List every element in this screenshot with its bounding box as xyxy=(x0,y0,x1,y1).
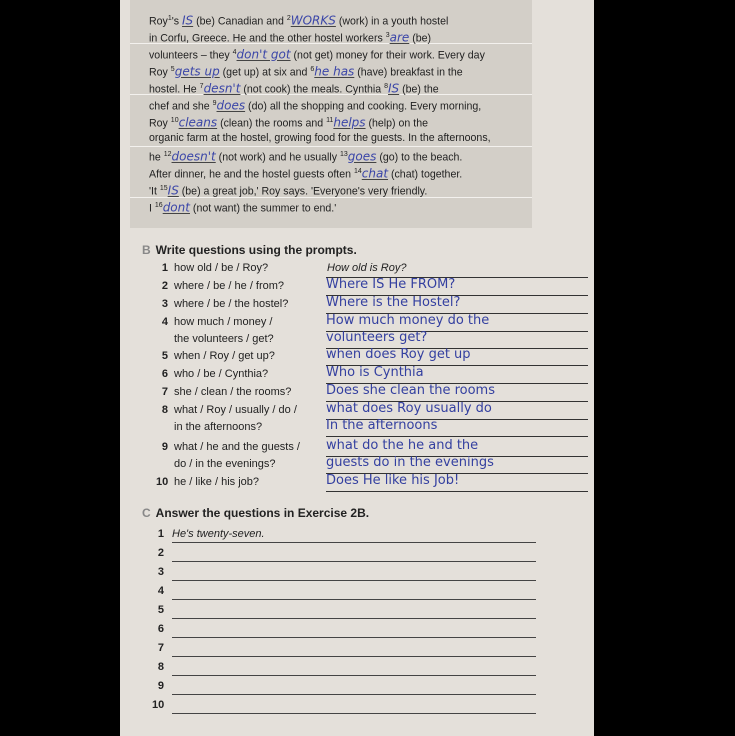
answer-line[interactable] xyxy=(172,637,536,638)
gap-number: 10 xyxy=(170,117,179,124)
gap-number: 14 xyxy=(353,168,362,175)
handwritten-answer: goes xyxy=(347,149,377,164)
handwritten-question: How much money do the xyxy=(326,313,490,328)
gap-number: 13 xyxy=(339,151,348,158)
question-prompt: what / Roy / usually / do / xyxy=(174,404,297,416)
handwritten-question: Where IS He FROM? xyxy=(326,277,456,292)
handwritten-answer: IS xyxy=(388,81,400,96)
handwritten-answer: WORKS xyxy=(290,13,336,28)
printed-text: chef and she xyxy=(149,100,213,113)
paragraph-line xyxy=(149,183,427,198)
answer-text: He's twenty-seven. xyxy=(172,528,265,540)
handwritten-answer: don't got xyxy=(236,47,291,62)
printed-text: (do) all the shopping and cooking. Every morning, xyxy=(245,100,482,113)
printed-text: volunteers – they xyxy=(149,49,233,62)
printed-text: (not want) the summer to end.' xyxy=(189,202,337,215)
paragraph-line xyxy=(149,47,485,62)
paragraph-line xyxy=(149,200,336,215)
paragraph-line xyxy=(149,30,431,45)
paragraph-line xyxy=(149,64,463,79)
question-prompt: do / in the evenings? xyxy=(174,458,276,470)
printed-text: (not work) and he usually xyxy=(215,151,340,164)
workbook-page xyxy=(120,0,594,736)
question-prompt: he / like / his job? xyxy=(174,476,259,488)
handwritten-answer: he has xyxy=(314,64,355,79)
question-prompt: what / he and the guests / xyxy=(174,441,300,453)
answer-line xyxy=(326,436,588,437)
printed-text: 'It xyxy=(149,185,160,198)
handwritten-answer: dont xyxy=(162,200,190,215)
question-number: 1 xyxy=(161,262,168,274)
answer-number: 3 xyxy=(157,566,164,578)
printed-text: (chat) together. xyxy=(388,168,463,181)
handwritten-question: when does Roy get up xyxy=(326,347,471,362)
answer-number: 4 xyxy=(157,585,164,597)
handwritten-question: what does Roy usually do xyxy=(326,401,492,416)
printed-text: organic farm at the hostel, growing food for the guests. In the afternoons, xyxy=(149,132,491,144)
answer-line[interactable] xyxy=(172,694,536,695)
printed-text: Roy xyxy=(149,15,168,28)
gap-number: 5 xyxy=(170,66,175,73)
answer-number: 6 xyxy=(157,623,164,635)
paragraph-line xyxy=(149,149,462,164)
question-number: 4 xyxy=(161,316,168,328)
answer-line xyxy=(326,491,588,492)
question-number: 3 xyxy=(161,298,168,310)
answer-number: 8 xyxy=(157,661,164,673)
question-number: 9 xyxy=(161,441,168,453)
handwritten-answer: helps xyxy=(333,115,366,130)
printed-text: (be) a great job,' Roy says. 'Everyone's very friendly. xyxy=(178,185,428,198)
question-prompt: how much / money / xyxy=(174,316,273,328)
question-number: 8 xyxy=(161,404,168,416)
answer-line[interactable] xyxy=(172,618,536,619)
question-prompt: she / clean / the rooms? xyxy=(174,386,292,398)
answer-number: 2 xyxy=(157,547,164,559)
question-number: 7 xyxy=(161,386,168,398)
printed-text: I xyxy=(149,202,155,215)
section-b-heading: B Write questions using the prompts. xyxy=(142,243,357,257)
question-number: 10 xyxy=(156,476,169,488)
model-answer: How old is Roy? xyxy=(327,262,407,274)
handwritten-question: volunteers get? xyxy=(326,330,428,345)
handwritten-answer: are xyxy=(389,30,410,45)
gap-number: 4 xyxy=(232,49,237,56)
printed-text: After dinner, he and the hostel guests often xyxy=(149,168,354,181)
handwritten-answer: desn't xyxy=(203,81,241,96)
question-prompt: the volunteers / get? xyxy=(174,333,274,345)
answer-number: 9 xyxy=(157,680,164,692)
printed-text: (work) in a youth hostel xyxy=(335,15,449,28)
paragraph-line xyxy=(149,115,428,130)
printed-text: hostel. He xyxy=(149,83,200,96)
question-number: 5 xyxy=(161,350,168,362)
handwritten-answer: does xyxy=(216,98,246,113)
question-prompt: when / Roy / get up? xyxy=(174,350,275,362)
printed-text: he xyxy=(149,151,164,164)
answer-number: 7 xyxy=(157,642,164,654)
answer-line[interactable] xyxy=(172,713,536,714)
question-prompt: in the afternoons? xyxy=(174,421,263,433)
handwritten-question: Does He like his Job! xyxy=(326,473,460,488)
gap-number: 6 xyxy=(310,66,315,73)
answer-line[interactable] xyxy=(172,561,536,562)
printed-text: (be) Canadian and xyxy=(193,15,287,28)
handwritten-question: Where is the Hostel? xyxy=(326,295,461,310)
printed-text: (be) xyxy=(409,32,432,45)
answer-line[interactable] xyxy=(172,599,536,600)
printed-text: (go) to the beach. xyxy=(376,151,463,164)
handwritten-answer: gets up xyxy=(174,64,220,79)
printed-text: (have) breakfast in the xyxy=(354,66,463,79)
question-prompt: where / be / the hostel? xyxy=(174,298,289,310)
handwritten-question: what do the he and the xyxy=(326,438,479,453)
printed-text: (not cook) the meals. Cynthia xyxy=(240,83,385,96)
section-c-heading: C Answer the questions in Exercise 2B. xyxy=(142,506,370,520)
gap-number: 7 xyxy=(199,83,204,90)
handwritten-question: guests do in the evenings xyxy=(326,455,494,470)
answer-line[interactable] xyxy=(172,675,536,676)
paragraph-line xyxy=(149,166,462,181)
question-number: 2 xyxy=(161,280,168,292)
question-prompt: where / be / he / from? xyxy=(174,280,285,292)
answer-number: 1 xyxy=(157,528,164,540)
gap-number: 9 xyxy=(212,100,217,107)
handwritten-answer: IS xyxy=(167,183,179,198)
printed-text: (not get) money for their work. Every day xyxy=(290,49,485,62)
question-prompt: how old / be / Roy? xyxy=(174,262,269,274)
printed-text: 's xyxy=(171,15,183,28)
paragraph-line xyxy=(149,13,448,28)
answer-line[interactable] xyxy=(172,542,536,543)
answer-line[interactable] xyxy=(172,580,536,581)
gap-number: 15 xyxy=(159,185,168,192)
paragraph-line xyxy=(149,132,491,144)
question-number: 6 xyxy=(161,368,168,380)
gap-number: 12 xyxy=(163,151,172,158)
answer-line[interactable] xyxy=(172,656,536,657)
printed-text: (get up) at six and xyxy=(219,66,311,79)
question-prompt: who / be / Cynthia? xyxy=(174,368,269,380)
handwritten-question: Does she clean the rooms xyxy=(326,383,495,398)
printed-text: (help) on the xyxy=(365,117,428,130)
gap-number: 11 xyxy=(326,117,334,124)
printed-text: (be) the xyxy=(399,83,439,96)
paragraph-line xyxy=(149,98,481,113)
gap-number: 1 xyxy=(167,15,172,22)
handwritten-answer: doesn't xyxy=(171,149,216,164)
gap-number: 16 xyxy=(154,202,163,209)
handwritten-answer: IS xyxy=(182,13,194,28)
answer-number: 10 xyxy=(152,699,165,711)
handwritten-answer: cleans xyxy=(178,115,218,130)
handwritten-answer: chat xyxy=(361,166,389,181)
handwritten-question: Who is Cynthia xyxy=(326,365,424,380)
printed-text: Roy xyxy=(149,66,171,79)
paragraph-line xyxy=(149,81,439,96)
gap-number: 8 xyxy=(384,83,389,90)
gap-number: 2 xyxy=(286,15,291,22)
answer-number: 5 xyxy=(157,604,164,616)
printed-text: Roy xyxy=(149,117,171,130)
printed-text: in Corfu, Greece. He and the other hostel workers xyxy=(149,32,386,45)
gap-number: 3 xyxy=(385,32,390,39)
handwritten-question: In the afternoons xyxy=(326,418,438,433)
printed-text: (clean) the rooms and xyxy=(217,117,327,130)
